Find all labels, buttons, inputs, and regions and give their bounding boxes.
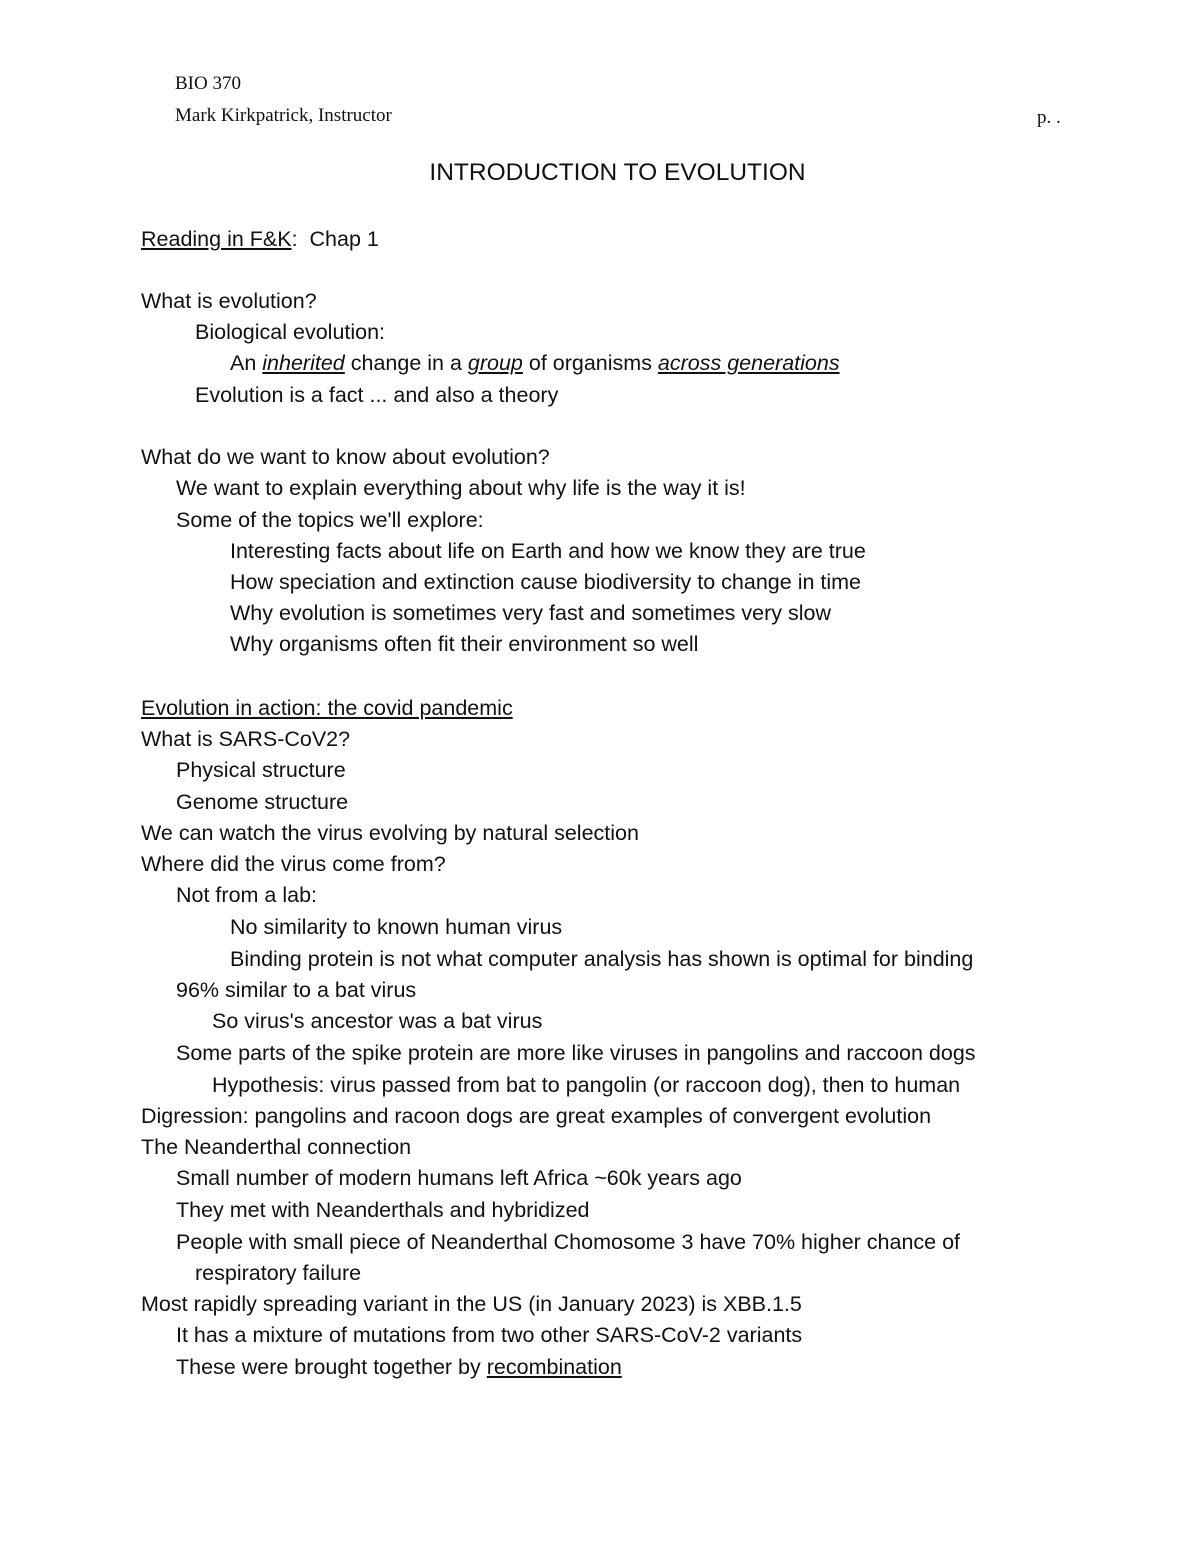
topic-item: How speciation and extinction cause biodiversity to change in time — [230, 570, 862, 594]
outline-line: It has a mixture of mutations from two other SARS-CoV-2 variants — [176, 1323, 803, 1347]
def-term-group: group — [467, 351, 523, 375]
outline-line: respiratory failure — [195, 1261, 362, 1285]
outline-line: They met with Neanderthals and hybridized — [176, 1198, 590, 1222]
def-text-3: of organisms — [522, 351, 658, 375]
fact-and-theory: Evolution is a fact ... and also a theory — [195, 383, 559, 407]
topic-item: Interesting facts about life on Earth and how we know they are true — [230, 539, 866, 563]
outline-line: Most rapidly spreading variant in the US (in January 2023) is XBB.1.5 — [141, 1292, 802, 1316]
recombination-line — [176, 1357, 622, 1379]
outline-line: Physical structure — [176, 758, 346, 782]
recombination-prefix: These were brought together by — [176, 1355, 487, 1379]
recombination-term: recombination — [486, 1355, 622, 1379]
instructor-name: Mark Kirkpatrick, Instructor — [175, 105, 392, 126]
evolution-definition — [230, 353, 840, 375]
def-text-2: change in a — [344, 351, 468, 375]
reading-label: Reading in F&K — [141, 227, 292, 251]
outline-line: 96% similar to a bat virus — [176, 978, 417, 1002]
question-what-is-evolution: What is evolution? — [141, 289, 317, 313]
outline-line: Digression: pangolins and racoon dogs are great examples of convergent evolution — [141, 1104, 932, 1128]
outline-line: Where did the virus come from? — [141, 852, 446, 876]
reading-line — [141, 229, 379, 251]
question-what-to-know: What do we want to know about evolution? — [141, 445, 550, 469]
outline-line: We can watch the virus evolving by natural selection — [141, 821, 639, 845]
outline-line: Small number of modern humans left Africa ~60k years ago — [176, 1166, 742, 1190]
outline-line: Genome structure — [176, 790, 349, 814]
def-term-across-generations: across generations — [657, 351, 840, 375]
page-title: INTRODUCTION TO EVOLUTION — [429, 159, 806, 186]
explain-line: We want to explain everything about why life is the way it is! — [176, 476, 746, 500]
biological-evolution-label: Biological evolution: — [195, 320, 386, 344]
outline-line: So virus's ancestor was a bat virus — [212, 1009, 543, 1033]
page-number: p. . — [1037, 107, 1061, 128]
outline-line: Hypothesis: virus passed from bat to pangolin (or raccoon dog), then to human — [212, 1073, 961, 1097]
course-code: BIO 370 — [175, 73, 241, 94]
outline-line: Binding protein is not what computer analysis has shown is optimal for binding — [230, 947, 974, 971]
covid-section-heading: Evolution in action: the covid pandemic — [141, 696, 513, 720]
topic-item: Why evolution is sometimes very fast and sometimes very slow — [230, 601, 832, 625]
outline-line: The Neanderthal connection — [141, 1135, 412, 1159]
def-text-1: An — [230, 351, 263, 375]
outline-line: What is SARS-CoV2? — [141, 727, 351, 751]
reading-value: Chap 1 — [309, 227, 379, 251]
reading-colon: : — [291, 227, 298, 251]
outline-line: Some parts of the spike protein are more like viruses in pangolins and raccoon dogs — [176, 1041, 976, 1065]
def-term-inherited: inherited — [262, 351, 345, 375]
topics-intro: Some of the topics we'll explore: — [176, 508, 484, 532]
topic-item: Why organisms often fit their environment so well — [230, 632, 699, 656]
outline-line: No similarity to known human virus — [230, 915, 563, 939]
outline-line: Not from a lab: — [176, 883, 317, 907]
outline-line: People with small piece of Neanderthal Chomosome 3 have 70% higher chance of — [176, 1230, 961, 1254]
